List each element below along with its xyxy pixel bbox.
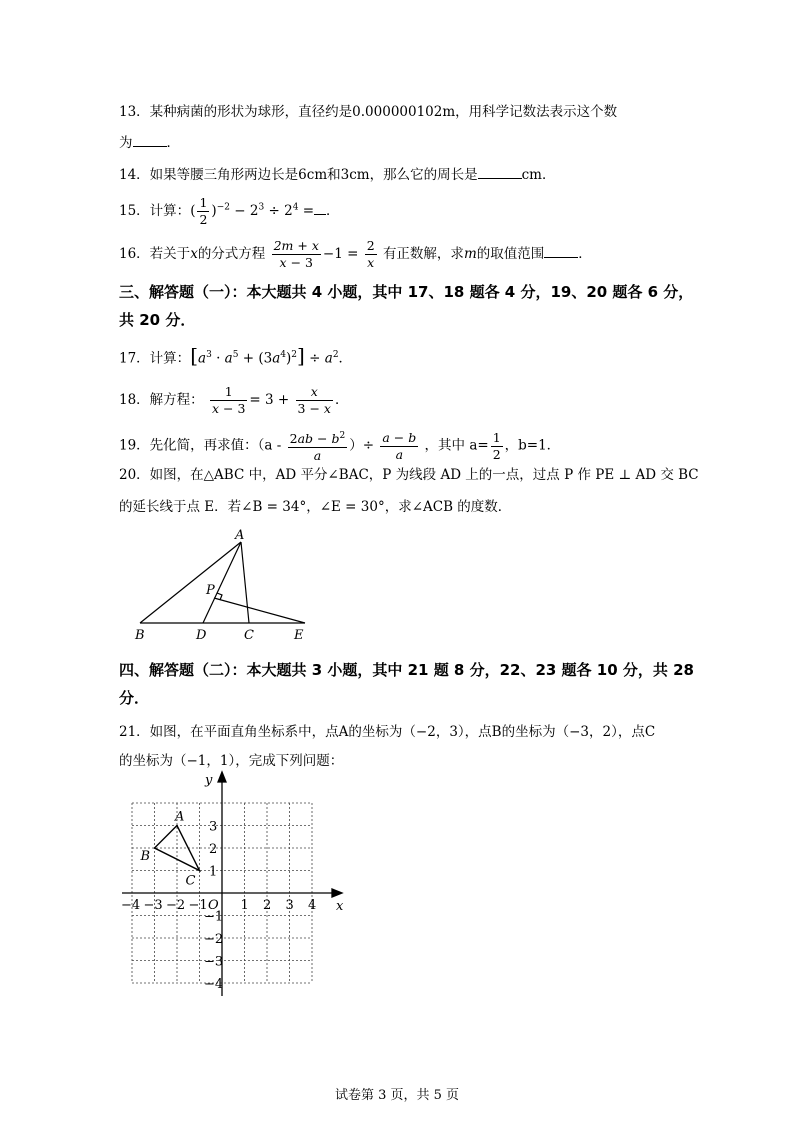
x-tick-label: −1 <box>188 898 208 913</box>
q17-line: 17．计算：$[a^3 \cdot a^5 + (3a^4)^2] \div a^2$． <box>119 343 353 368</box>
q16-line: 16．若关于x的分式方程 $\frac{2m + x}{x - 3}$ −1 = $\frac{2}{x}$ 有正数解，求m的取值范围 ． <box>119 238 592 270</box>
x-tick-label: 3 <box>285 898 294 913</box>
y-tick-label: 1 <box>209 864 218 880</box>
q21-line1: 21．如图，在平面直角坐标系中，点A的坐标为（−2，3），点B的坐标为（−3，2），点C <box>119 724 656 740</box>
q18-line: 18．解方程： $\frac{1}{x - 3}$ = 3 + $\frac{x}{3 - x}$ ． <box>119 384 349 416</box>
section-4-heading-cont: 分． <box>119 689 150 707</box>
x-tick-label: 4 <box>308 898 317 913</box>
label-c: C <box>244 628 254 643</box>
answer-blank <box>544 245 578 258</box>
x-tick-label: −4 <box>121 898 141 913</box>
origin-label: O <box>208 898 219 913</box>
x-tick-label: −3 <box>143 898 163 913</box>
q19-line: 19．先化简，再求值：（a - $\frac{2ab - b^2}{a}$ ）÷ $\frac{a - b}{a}$ ，其中 a= $\frac{1}{2}$ ，b=1． <box>119 429 561 464</box>
label-b: B <box>135 628 145 643</box>
x-axis-label: x <box>336 899 344 914</box>
y-tick-label: −2 <box>204 932 224 947</box>
y-tick-label: −1 <box>204 909 224 925</box>
point-label-b: B <box>140 849 151 864</box>
q13-line2: 为 ． <box>119 135 180 151</box>
answer-blank <box>133 134 167 147</box>
section-3-heading: 三、解答题（一）：本大题共 4 小题，其中 17、18 题各 4 分，19、20 题各 6 分， <box>119 283 694 301</box>
section-4-heading: 四、解答题（二）：本大题共 3 小题，其中 21 题 8 分，22、23 题各 10 分，共 28 <box>119 661 694 679</box>
y-tick-label: −3 <box>204 954 224 970</box>
q13-line1: 13．某种病菌的形状为球形，直径约是0.000000102m，用科学记数法表示这个数 <box>119 104 618 120</box>
x-tick-label: −2 <box>166 898 186 913</box>
y-axis-label: y <box>205 773 213 788</box>
label-p: P <box>206 583 215 598</box>
answer-blank <box>478 166 522 179</box>
answer-blank <box>314 202 326 215</box>
label-e: E <box>294 628 304 643</box>
y-tick-label: 3 <box>209 819 218 835</box>
q14-line: 14．如果等腰三角形两边长是6cm和3cm，那么它的周长是 cm． <box>119 167 556 183</box>
coordinate-grid <box>112 768 352 1003</box>
label-a: A <box>235 528 245 543</box>
x-tick-label: 1 <box>240 898 249 913</box>
q21-line2: 的坐标为（−1，1），完成下列问题： <box>119 753 344 769</box>
page-footer: 试卷第 3 页，共 5 页 <box>334 1088 460 1103</box>
q20-line1: 20．如图，在△ABC 中，AD 平分∠BAC，P 为线段 AD 上的一点，过点 P 作 PE ⊥ AD 交 BC <box>119 467 699 483</box>
x-tick-label: 2 <box>263 898 272 913</box>
q20-line2: 的延长线于点 E．若∠B = 34°，∠E = 30°，求∠ACB 的度数． <box>119 499 512 515</box>
point-label-a: A <box>175 809 185 825</box>
point-label-c: C <box>185 873 196 889</box>
y-tick-label: −4 <box>204 977 224 992</box>
label-d: D <box>196 628 207 643</box>
y-tick-label: 2 <box>209 842 218 857</box>
triangle-figure <box>125 525 325 645</box>
section-3-heading-cont: 共 20 分． <box>119 311 196 329</box>
q15-line: 15．计算：( $\frac{1}{2}$ )$^{-2} - 2^3 \div 2^4$ = ． <box>119 195 340 227</box>
